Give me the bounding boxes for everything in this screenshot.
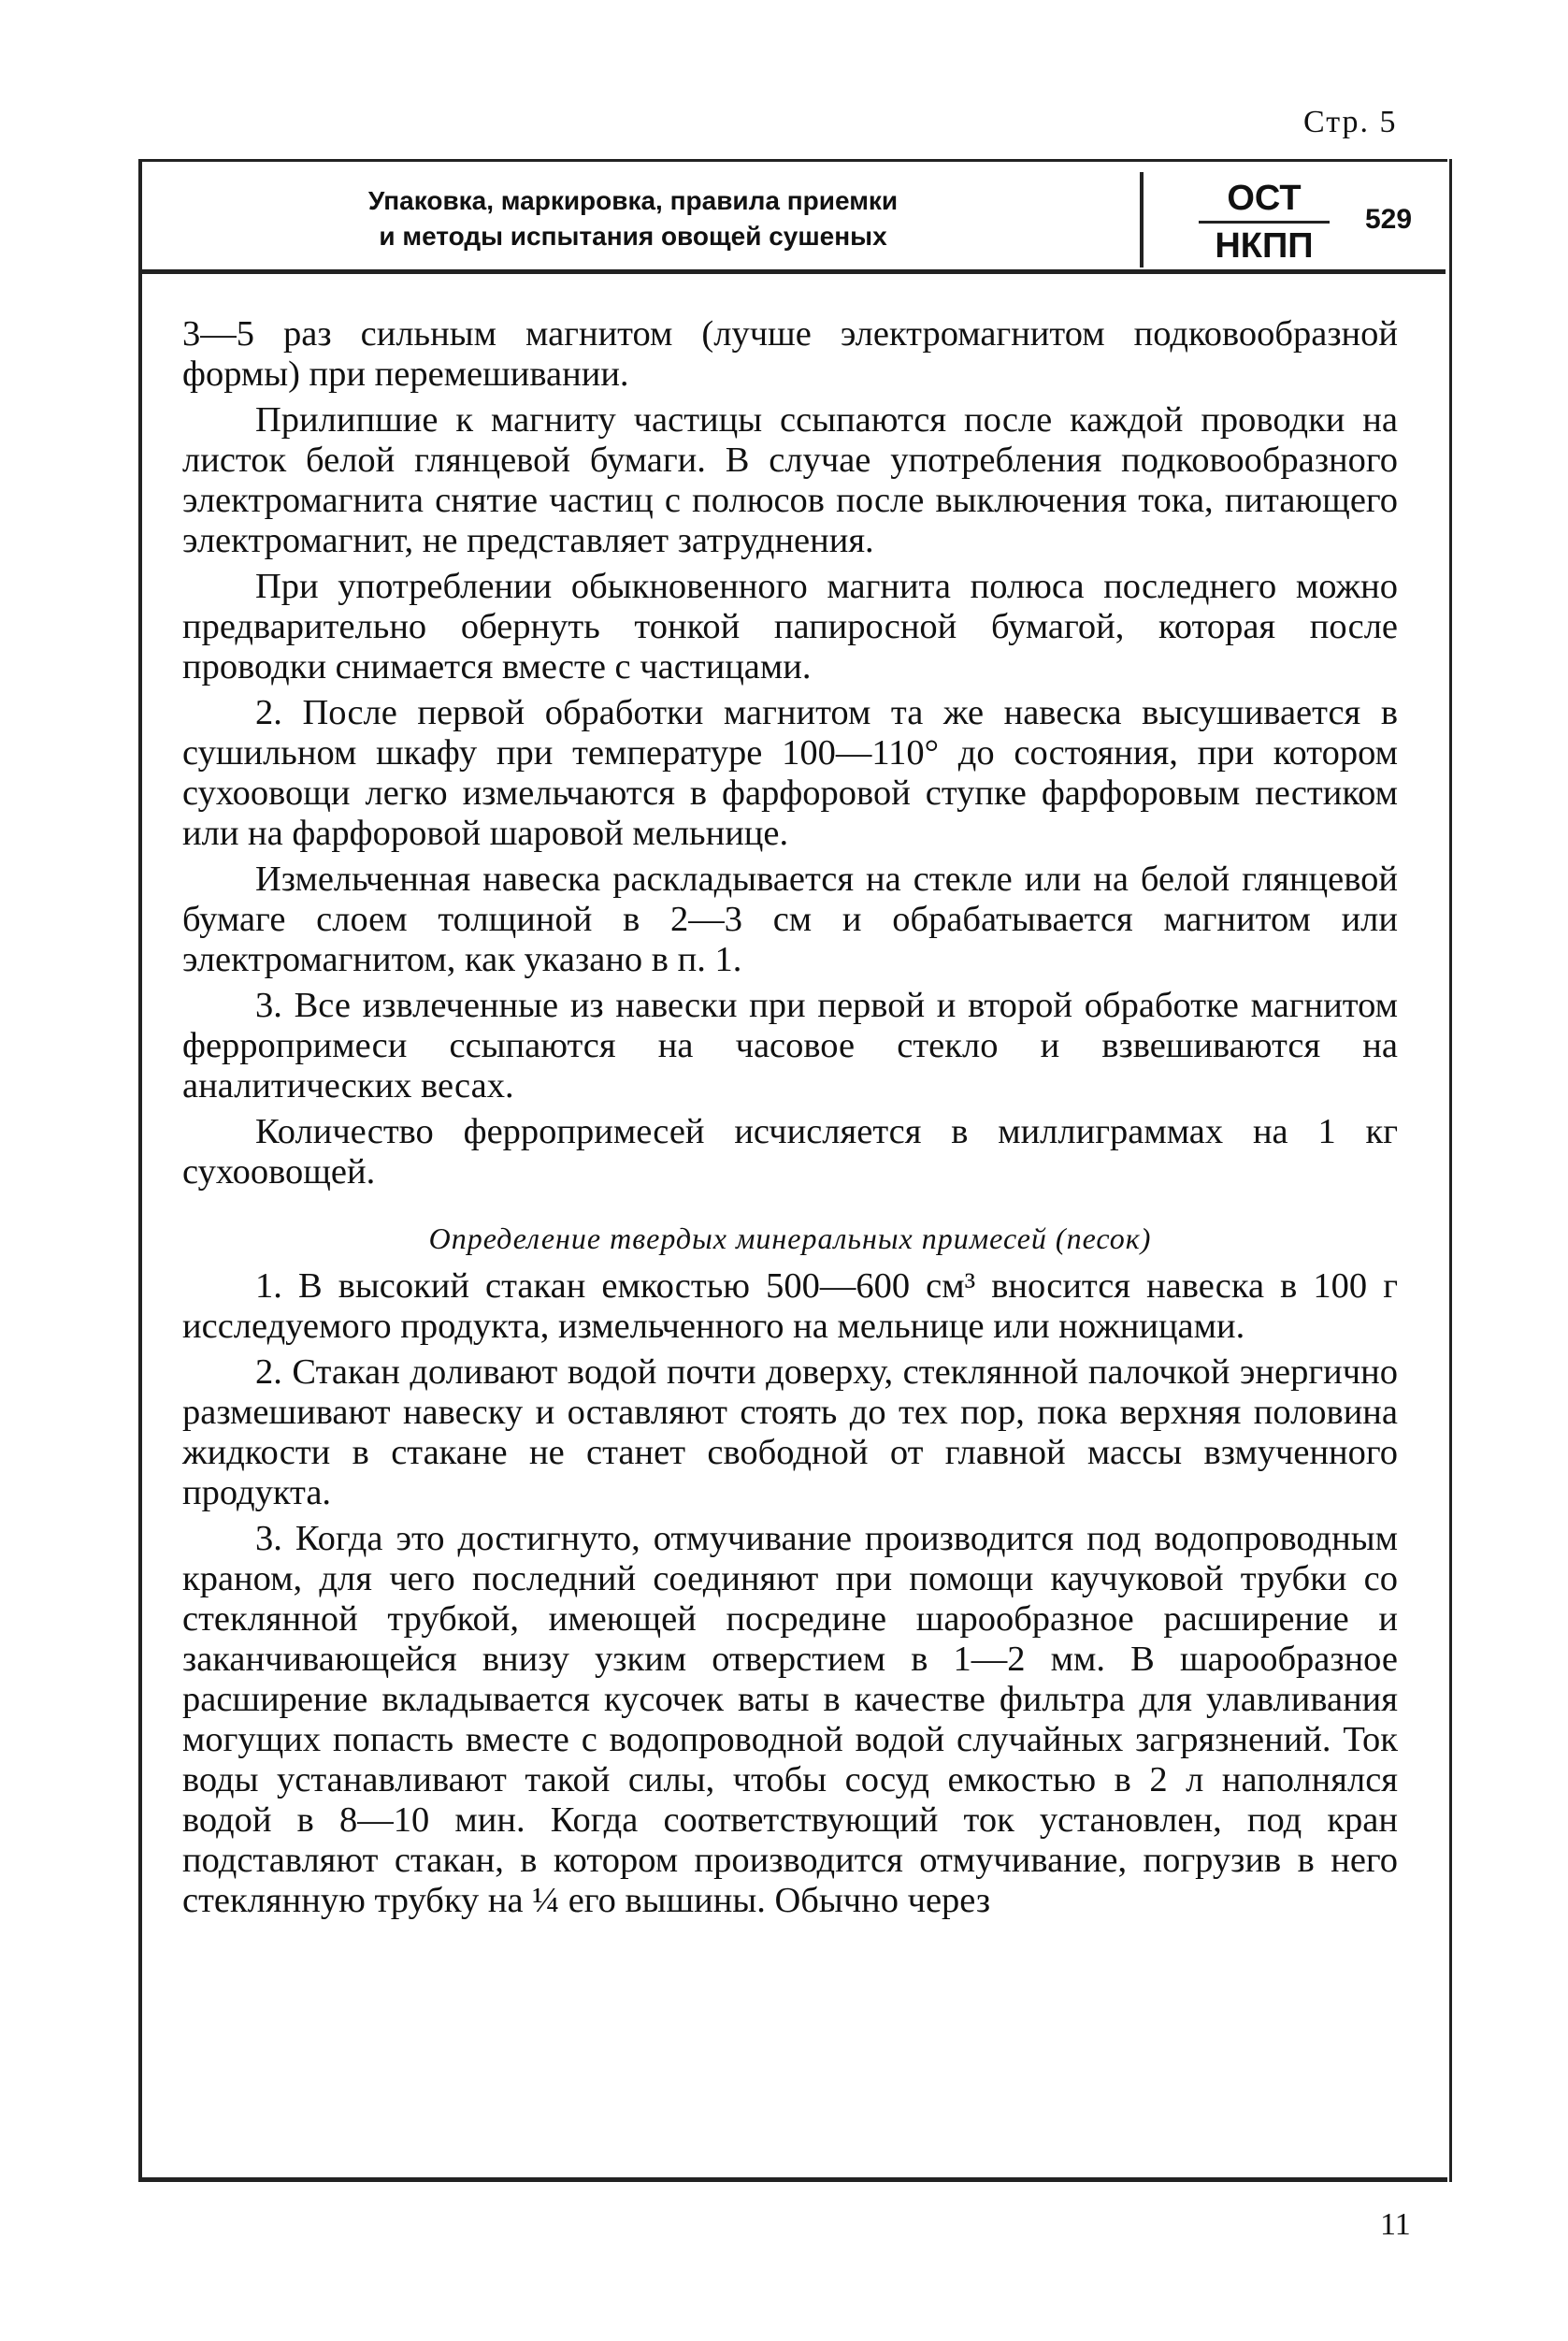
paragraph: 2. После первой обработки магнитом та же навеска высушивается в сушильном шкафу при температуре 100—110° до состояния, при котором сухоовощи легко измельчаются в фарфоровой ступке фарфоровым пестиком или на фарфоровой шаровой мельнице. [182,693,1398,853]
standard-rule [1199,221,1330,224]
standard-code [1175,178,1353,267]
paragraph: Количество ферропримесей исчисляется в миллиграммах на 1 кг сухоовощей. [182,1112,1398,1192]
paragraph: 3. Когда это достигнуто, отмучивание производится под водопроводным краном, для чего последний соединяют при помощи каучуковой трубки со стеклянной трубкой, имеющей посредине шарообразное расширение и заканчивающейся внизу узким отверстием в 1—2 мм. В шарообразное расширение вкладывается кусочек ваты в качестве фильтра для улавливания могущих попасть вместе с водопроводной водой случайных загрязнений. Ток воды устанавливают такой силы, чтобы сосуд емкостью в 2 л наполнялся водой в 8—10 мин. Когда соответствующий ток установлен, под кран подставляют стакан, в котором производится отмучивание, погрузив в него стеклянную трубку на ¼ его вышины. Обычно через [182,1519,1398,1920]
page-label: Стр. 5 [1303,105,1398,139]
paragraph: Измельченная навеска раскладывается на стекле или на белой глянцевой бумаге слоем толщиной в 2—3 см и обрабатывается магнитом или электромагнитом, как указано в п. 1. [182,860,1398,979]
standard-number: 529 [1365,204,1413,235]
paragraph: 3. Все извлеченные из навески при первой и второй обработке магнитом ферропримеси ссыпаются на часовое стекло и взвешиваются на аналитических весах. [182,986,1398,1105]
document-header [142,165,1446,274]
standard-bottom: НКПП [1215,226,1314,266]
top-rule [138,159,1447,162]
paragraph: Прилипшие к магниту частицы ссыпаются после каждой проводки на листок белой глянцевой бумаги. В случае употребления подковообразного электромагнита снятие частиц с полюсов после выключения тока, питающего электромагнит, не представляет затруднения. [182,400,1398,560]
bottom-rule [138,2177,1447,2182]
paragraph: 1. В высокий стакан емкостью 500—600 см³ вносится навеска в 100 г исследуемого продукта, измельченного на мельнице или ножницами. [182,1266,1398,1346]
header-title-line1: Упаковка, маркировка, правила приемки [367,186,899,215]
standard-top: ОСТ [1227,179,1302,218]
paragraph: При употреблении обыкновенного магнита полюса последнего можно предварительно обернуть тонкой папиросной бумагой, которая после проводки снимается вместе с частицами. [182,567,1398,686]
body-text [182,314,1398,1921]
paragraph: 3—5 раз сильным магнитом (лучше электромагнитом подковообразной формы) при перемешивании. [182,314,1398,394]
header-title [142,183,1124,254]
header-title-line2: и методы испытания овощей сушеных [379,222,887,251]
paragraph: 2. Стакан доливают водой почти доверху, стеклянной палочкой энергично размешивают навеску и оставляют стоять до тех пор, пока верхняя половина жидкости в стакане не станет свободной от главной массы взмученного продукта. [182,1352,1398,1512]
header-divider [1140,172,1144,267]
section-title: Определение твердых минеральных примесей (песок) [428,1221,1152,1255]
page-number: 11 [1380,2207,1411,2242]
